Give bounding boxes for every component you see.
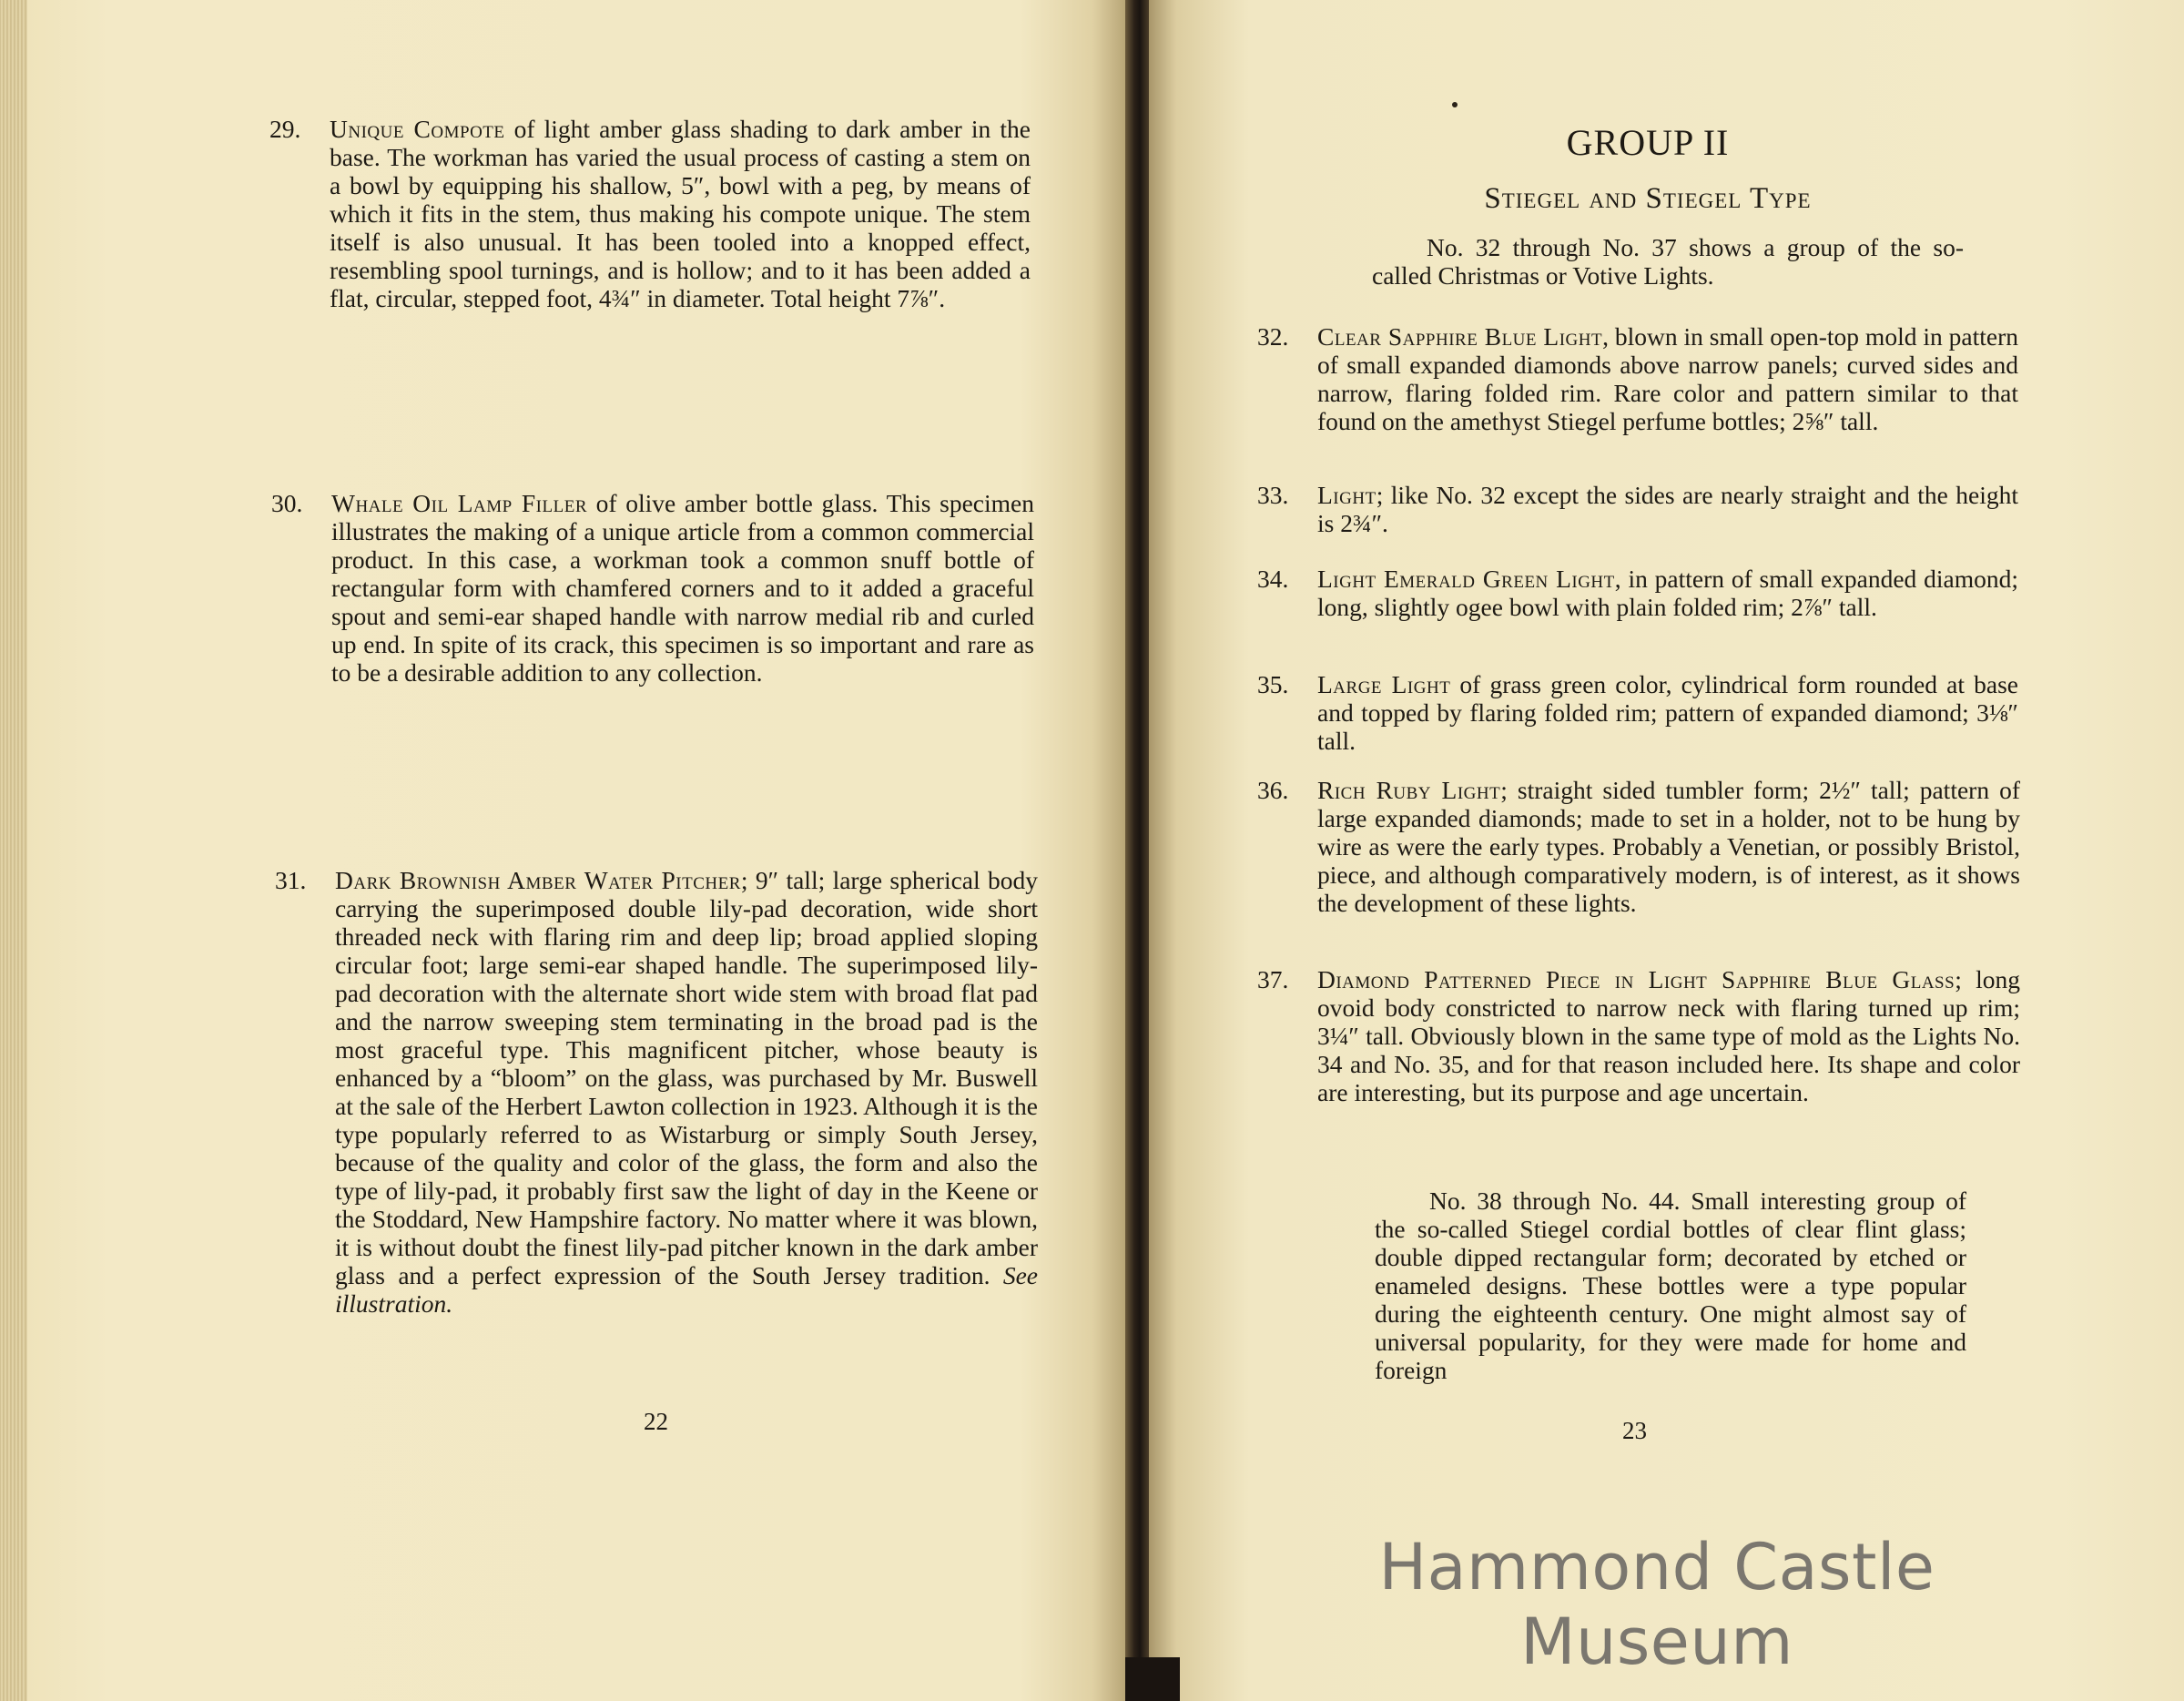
entry-text: , in pattern of small expanded diamond; long, slightly ogee bowl with plain folded rim; 2⅞″ tall. [1317, 565, 2018, 621]
entry-title: Whale Oil Lamp Filler [331, 489, 587, 517]
entry-title: Unique Compote [330, 115, 505, 143]
entry-text: ; straight sided tumbler form; 2½″ tall; pattern of large expanded diamonds; made to set in a holder, not to be hung by wire as were the early types. Probably a Venetian, or possibly Bristol, piece, and although comparatively modern, is of interest, as it shows the development of these lights. [1317, 776, 2020, 917]
page-edges [0, 0, 27, 1701]
catalog-entry-29 [269, 115, 1031, 312]
entry-number: 29. [269, 115, 301, 143]
entry-text: of light amber glass shading to dark amber in the base. The workman has varied the usual process of casting a stem on a bowl by equipping his shallow, 5″, bowl with a peg, by means of which it fits in the stem, thus making his compote unique. The stem itself is also unusual. It has been tooled into a knopped effect, resembling spool turnings, and is hollow; and to it has been added a flat, circular, stepped foot, 4¾″ in diameter. Total height 7⅞″. [330, 115, 1031, 312]
entry-number: 37. [1257, 965, 1289, 993]
group-title: GROUP II [1566, 122, 1730, 163]
entry-text: of olive amber bottle glass. This specimen illustrates the making of a unique article from a common commercial product. In this case, a workman took a common snuff bottle of rectangular form with chamfered corners and to it added a graceful spout and semi-ear shaped handle with narrow medial rib and curled up end. In spite of its crack, this specimen is so important and rare as to be a desirable addition to any collection. [331, 489, 1034, 687]
entry-text: ; like No. 32 except the sides are nearly straight and the height is 2¾″. [1317, 481, 2018, 537]
see-illustration-note: See illustration. [335, 1261, 1038, 1318]
catalog-entry-32 [1257, 322, 2018, 435]
entry-title: Light [1317, 481, 1376, 509]
catalog-entry-34 [1257, 565, 2018, 621]
catalog-entry-36 [1257, 776, 2020, 917]
closing-note: No. 38 through No. 44. Small interesting group of the so-called Stiegel cordial bottles of clear flint glass; double dipped rectangular form; decorated by etched or enameled designs. These bottles were a type popular during the eighteenth century. One might almost say of universal popularity, for they were made for home and foreign [1375, 1187, 1966, 1384]
entry-title: Dark Brownish Amber Water Pitcher [335, 866, 741, 894]
entry-title: Clear Sapphire Blue Light [1317, 322, 1603, 351]
entry-title: Diamond Patterned Piece in Light Sapphire Blue Glass [1317, 965, 1955, 993]
entry-title: Rich Ruby Light [1317, 776, 1501, 804]
spine-shadow [1125, 1657, 1180, 1701]
museum-watermark: Hammond Castle Museum [1378, 1530, 1935, 1679]
catalog-entry-31 [275, 866, 1038, 1318]
group-intro: No. 32 through No. 37 shows a group of the so-called Christmas or Votive Lights. [1372, 233, 1964, 290]
entry-number: 33. [1257, 481, 1289, 509]
catalog-entry-30 [271, 489, 1034, 687]
entry-number: 35. [1257, 670, 1289, 698]
entry-number: 30. [271, 489, 303, 517]
entry-text: , blown in small open-top mold in pattern of small expanded diamonds above narrow panels; curved sides and narrow, flaring folded rim. Rare color and pattern similar to that found on the amethyst Stiegel perfume bottles; 2⅝″ tall. [1317, 322, 2018, 435]
group-subtitle: Stiegel and Stiegel Type [1484, 182, 1812, 215]
catalog-entry-33 [1257, 481, 2018, 537]
entry-text: of grass green color, cylindrical form rounded at base and topped by flaring folded rim; pattern of expanded diamond; 3⅛″ tall. [1317, 670, 2018, 755]
entry-number: 36. [1257, 776, 1289, 804]
book-gutter [1125, 0, 1149, 1701]
entry-number: 32. [1257, 322, 1289, 351]
entry-title: Large Light [1317, 670, 1451, 698]
catalog-entry-35 [1257, 670, 2018, 755]
entry-number: 34. [1257, 565, 1289, 593]
page-number-right: 23 [1622, 1417, 1647, 1444]
entry-title: Light Emerald Green Light [1317, 565, 1615, 593]
print-speck [1452, 102, 1458, 107]
catalog-entry-37 [1257, 965, 2020, 1106]
entry-number: 31. [275, 866, 307, 894]
page-number-left: 22 [644, 1408, 668, 1435]
entry-text: ; 9″ tall; large spherical body carrying the superimposed double lily-pad decoration, wide short threaded neck with flaring rim and deep lip; broad applied sloping circular foot; large semi-ear shaped handle. The superimposed lily-pad decoration with the alternate short wide stem with broad flat pad and the narrow sweeping stem terminating in the broad pad is the most graceful type. This magnificent pitcher, whose beauty is enhanced by a “bloom” on the glass, was purchased by Mr. Buswell at the sale of the Herbert Lawton collection in 1923. Although it is the type popularly referred to as Wistarburg or simply South Jersey, because of the quality and color of the glass, the form and also the type of lily-pad, it probably first saw the light of day in the Keene or the Stoddard, New Hampshire factory. No matter where it was blown, it is without doubt the finest lily-pad pitcher known in the dark amber glass and a perfect expression of the South Jersey tradition. [335, 866, 1038, 1289]
entry-text: ; long ovoid body constricted to narrow neck with flaring turned up rim; 3¼″ tall. Obviously blown in the same type of mold as the Lights No. 34 and No. 35, and for that reason included here. Its shape and color are interesting, but its purpose and age uncertain. [1317, 965, 2020, 1106]
